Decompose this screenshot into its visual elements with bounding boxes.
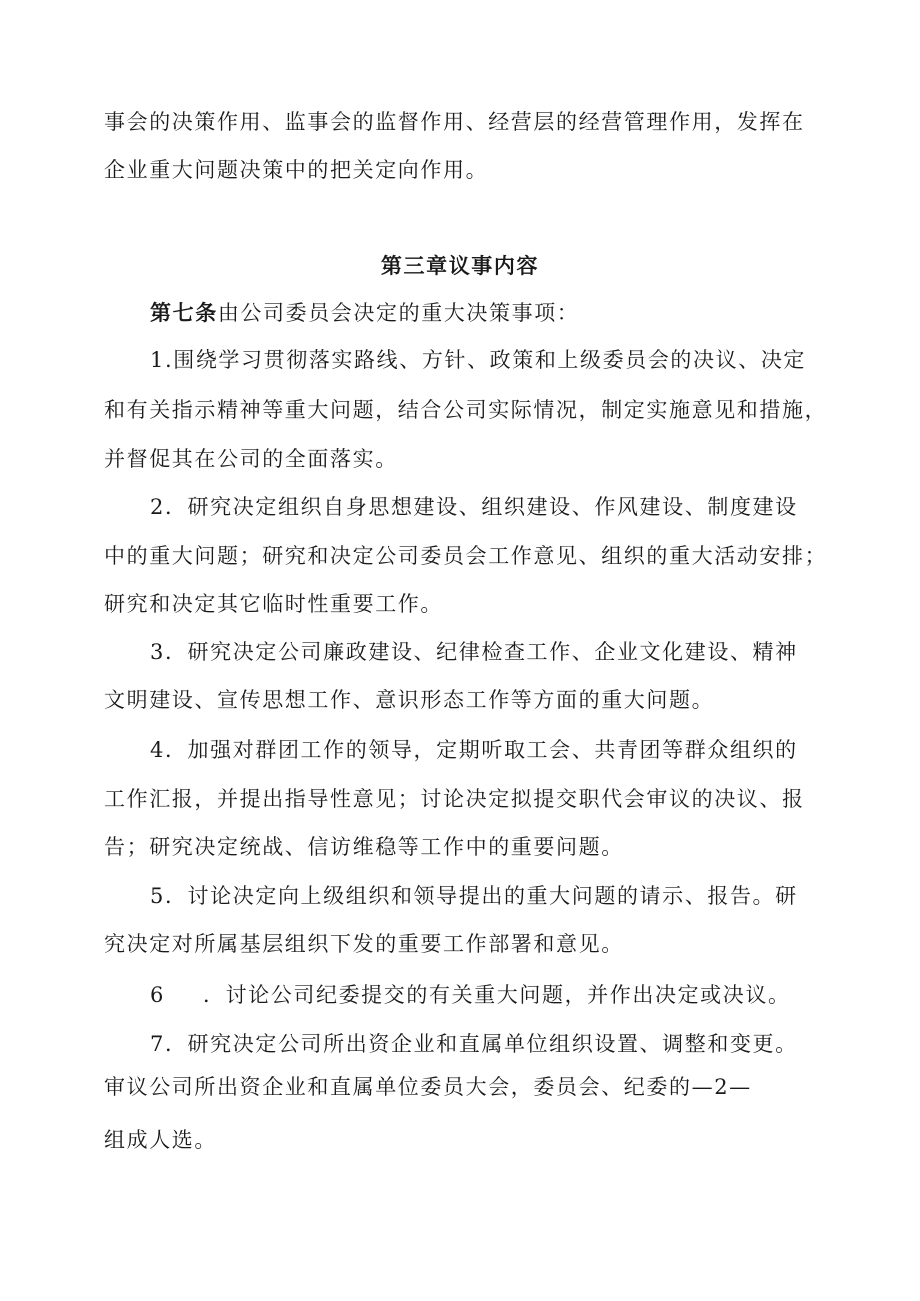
item-1-line-2: 和有关指示精神等重大问题，结合公司实际情况，制定实施意见和措施，: [104, 398, 828, 422]
item-6-number: 6: [150, 983, 165, 1007]
item-1-line-1: 1.围绕学习贯彻落实路线、方针、政策和上级委员会的决议、决定: [150, 348, 807, 372]
item-4-line-3: 告；研究决定统战、信访维稳等工作中的重要问题。: [104, 835, 624, 859]
item-3-line-2: 文明建设、宣传思想工作、意识形态工作等方面的重大问题。: [104, 688, 715, 712]
item-7-line-1: 7．研究决定公司所出资企业和直属单位组织设置、调整和变更。: [150, 1032, 798, 1056]
article-7-text: 由公司委员会决定的重大决策事项：: [217, 301, 580, 325]
item-2-line-1: 2．研究决定组织自身思想建设、组织建设、作风建设、制度建设: [150, 495, 798, 519]
item-6-line: [150, 981, 791, 1009]
item-7-line-3: 组成人选。: [104, 1128, 217, 1152]
item-1-line-3: 并督促其在公司的全面落实。: [104, 447, 398, 471]
article-7-heading: [150, 299, 579, 327]
item-6-text: ．讨论公司纪委提交的有关重大问题，并作出决定或决议。: [202, 983, 791, 1007]
item-2-line-3: 研究和决定其它临时性重要工作。: [104, 592, 443, 616]
item-5-line-2: 究决定对所属基层组织下发的重要工作部署和意见。: [104, 932, 624, 956]
article-7-lead: 第七条: [150, 301, 218, 325]
item-5-line-1: 5．讨论决定向上级组织和领导提出的重大问题的请示、报告。研: [150, 884, 798, 908]
item-4-line-2: 工作汇报，并提出指导性意见；讨论决定拟提交职代会审议的决议、报: [104, 787, 805, 811]
item-7-line-2: 审议公司所出资企业和直属单位委员大会，委员会、纪委的—2—: [104, 1075, 752, 1099]
item-3-line-1: 3．研究决定公司廉政建设、纪律检查工作、企业文化建设、精神: [150, 640, 798, 664]
intro-line-2: 企业重大问题决策中的把关定向作用。: [104, 158, 489, 182]
item-4-line-1: 4．加强对群团工作的领导，定期听取工会、共青团等群众组织的: [150, 738, 798, 762]
item-2-line-2: 中的重大问题；研究和决定公司委员会工作意见、组织的重大活动安排；: [104, 544, 828, 568]
intro-line-1: 事会的决策作用、监事会的监督作用、经营层的经营管理作用，发挥在: [104, 110, 805, 134]
chapter-title: 第三章议事内容: [380, 254, 540, 278]
